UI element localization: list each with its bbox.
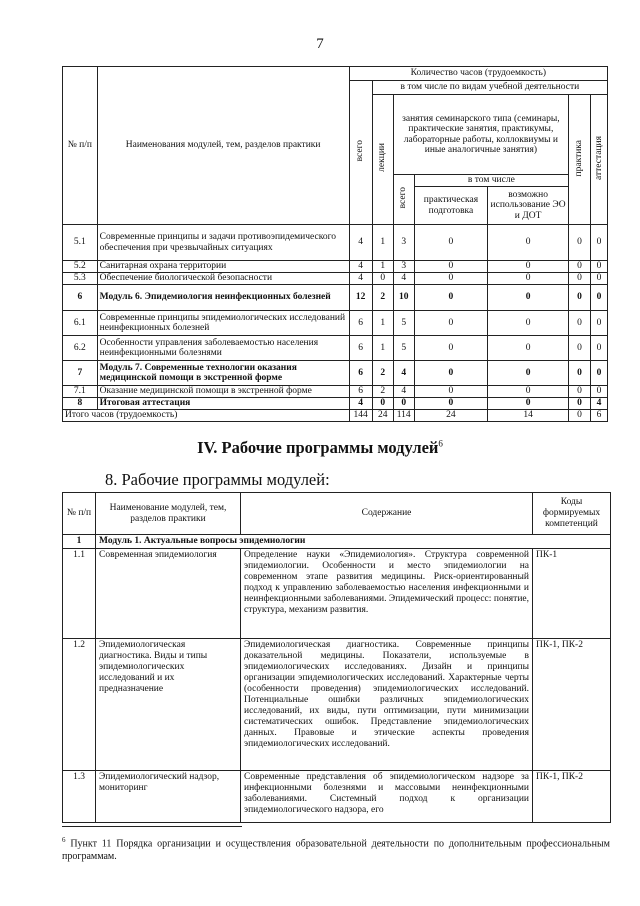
row-seminar: 10	[393, 285, 414, 311]
hours-table-row	[63, 273, 608, 285]
footnote	[62, 834, 610, 863]
row-practice: 0	[569, 361, 591, 386]
row-practical: 0	[414, 336, 487, 361]
t2-header-name: Наименование модулей, тем, разделов практики	[96, 493, 241, 535]
program-row	[63, 639, 611, 771]
total-total: 144	[349, 410, 372, 422]
total-attestation: 6	[591, 410, 608, 422]
row-seminar: 5	[393, 311, 414, 336]
row-eo: 0	[488, 336, 569, 361]
hours-table-row	[63, 361, 608, 386]
row-practical: 0	[414, 225, 487, 261]
row-practical: 0	[414, 398, 487, 410]
row-eo: 0	[488, 398, 569, 410]
row-total: 12	[349, 285, 372, 311]
row-name: Оказание медицинской помощи в экстренной форме	[97, 386, 349, 398]
program-name: Эпидемиологическая диагностика. Виды и типы эпидемиологических исследований и их предназначение	[96, 639, 241, 771]
row-name: Модуль 6. Эпидемиология неинфекционных болезней	[97, 285, 349, 311]
hours-table-row	[63, 386, 608, 398]
header-seminar: занятия семинарского типа (семинары, практические занятия, практикумы, лабораторные работы, коллоквиумы и иные аналогичные занятия)	[393, 95, 568, 175]
row-eo: 0	[488, 386, 569, 398]
header-eo: возможно использование ЭО и ДОТ	[488, 187, 569, 225]
row-practice: 0	[569, 311, 591, 336]
row-lectures: 0	[372, 398, 393, 410]
program-row	[63, 549, 611, 639]
total-seminar: 114	[393, 410, 414, 422]
row-practical: 0	[414, 261, 487, 273]
t2-header-codes: Коды формируемых компетенций	[533, 493, 611, 535]
program-codes: ПК-1, ПК-2	[533, 639, 611, 771]
header-lectures: лекции	[377, 143, 388, 173]
row-total: 6	[349, 386, 372, 398]
header-seminar-total: всего	[398, 187, 409, 209]
footnote-text: Пункт 11 Порядка организации и осуществления образовательной деятельности по дополнительным профессиональным программам.	[62, 838, 610, 863]
row-lectures: 0	[372, 273, 393, 285]
header-num: № п/п	[63, 67, 98, 225]
row-seminar: 4	[393, 386, 414, 398]
total-eo: 14	[488, 410, 569, 422]
hours-table-header	[63, 67, 608, 225]
row-practical: 0	[414, 311, 487, 336]
row-num: 6.2	[63, 336, 98, 361]
header-total: всего	[355, 140, 366, 162]
row-name: Обеспечение биологической безопасности	[97, 273, 349, 285]
row-total: 4	[349, 261, 372, 273]
row-lectures: 1	[372, 225, 393, 261]
hours-table-body	[63, 225, 608, 422]
row-num: 5.2	[63, 261, 98, 273]
row-eo: 0	[488, 261, 569, 273]
row-attestation: 0	[591, 225, 608, 261]
total-practical: 24	[414, 410, 487, 422]
row-eo: 0	[488, 285, 569, 311]
header-total-cell	[349, 81, 372, 225]
program-num: 1.2	[63, 639, 96, 771]
row-practice: 0	[569, 398, 591, 410]
row-practical: 0	[414, 273, 487, 285]
hours-table-row	[63, 261, 608, 273]
t2-header-content: Содержание	[241, 493, 533, 535]
row-eo: 0	[488, 311, 569, 336]
row-lectures: 2	[372, 386, 393, 398]
hours-total-row	[63, 410, 608, 422]
program-content: Эпидемиологическая диагностика. Современные принципы доказательной медицины. Показатели, используемые в эпидемиологических исследованиях. Дизайн и принципы организации эпидемиологических исследований. Характерные черты (особенности проведения) эпидемиологических исследований. Потенциальные ошибки различных эпидемиологических исследований, их виды, пути оптимизации, пути минимизации систематических ошибок. Представление эпидемиологических данных. Правовые и этические аспекты проведения эпидемиологических исследований.	[241, 639, 533, 771]
row-seminar: 4	[393, 361, 414, 386]
row-eo: 0	[488, 273, 569, 285]
row-lectures: 1	[372, 311, 393, 336]
header-practice: практика	[574, 139, 585, 176]
row-name: Санитарная охрана территории	[97, 261, 349, 273]
row-attestation: 0	[591, 361, 608, 386]
hours-table-row	[63, 285, 608, 311]
row-eo: 0	[488, 361, 569, 386]
header-by-type: в том числе по видам учебной деятельности	[372, 81, 607, 95]
row-practice: 0	[569, 225, 591, 261]
row-num: 7.1	[63, 386, 98, 398]
row-total: 6	[349, 311, 372, 336]
module-row-num: 1	[63, 535, 96, 549]
row-attestation: 0	[591, 285, 608, 311]
row-name: Особенности управления заболеваемостью населения неинфекционными болезнями	[97, 336, 349, 361]
row-num: 5.1	[63, 225, 98, 261]
hours-table-row	[63, 398, 608, 410]
total-practice: 0	[569, 410, 591, 422]
row-eo: 0	[488, 225, 569, 261]
t2-header-num: № п/п	[63, 493, 96, 535]
row-total: 4	[349, 273, 372, 285]
row-attestation: 0	[591, 261, 608, 273]
footnote-mark: 6	[62, 836, 66, 844]
row-practical: 0	[414, 386, 487, 398]
row-total: 4	[349, 225, 372, 261]
program-name: Современная эпидемиология	[96, 549, 241, 639]
header-practice-cell	[569, 95, 591, 225]
footnote-divider	[62, 826, 242, 827]
subsection-title: 8. Рабочие программы модулей:	[105, 470, 330, 489]
row-attestation: 0	[591, 386, 608, 398]
header-practical: практическая подготовка	[414, 187, 487, 225]
row-practice: 0	[569, 386, 591, 398]
row-attestation: 0	[591, 273, 608, 285]
row-attestation: 0	[591, 311, 608, 336]
program-content: Определение науки «Эпидемиология». Структура современной эпидемиологии. Особенности и место эпидемиологии на современном этапе развития медицины. Риск-ориентированный подход к управлению заболеваемостью населения инфекционными и неинфекционными заболеваниями. Эпидемический процесс: понятие, структура, механизм развития.	[241, 549, 533, 639]
programs-table-body	[63, 549, 611, 823]
row-name: Модуль 7. Современные технологии оказания медицинской помощи в экстренной форме	[97, 361, 349, 386]
hours-table-row	[63, 336, 608, 361]
section-footnote-ref: 6	[438, 438, 443, 449]
row-total: 6	[349, 361, 372, 386]
row-practice: 0	[569, 285, 591, 311]
row-lectures: 2	[372, 285, 393, 311]
row-name: Современные принципы и задачи противоэпидемического обеспечения при чрезвычайных ситуациях	[97, 225, 349, 261]
row-name: Современные принципы эпидемиологических исследований неинфекционных болезней	[97, 311, 349, 336]
total-lectures: 24	[372, 410, 393, 422]
row-name: Итоговая аттестация	[97, 398, 349, 410]
program-num: 1.3	[63, 771, 96, 823]
program-codes: ПК-1	[533, 549, 611, 639]
row-total: 4	[349, 398, 372, 410]
row-attestation: 0	[591, 336, 608, 361]
total-label: Итого часов (трудоемкость)	[63, 410, 350, 422]
module-row-name: Модуль 1. Актуальные вопросы эпидемиологии	[96, 535, 611, 549]
programs-table	[62, 492, 611, 823]
row-lectures: 1	[372, 336, 393, 361]
page-number: 7	[316, 36, 324, 52]
row-num: 6.1	[63, 311, 98, 336]
row-num: 7	[63, 361, 98, 386]
program-content: Современные представления об эпидемиологическом надзоре за инфекционными болезнями и массовыми неинфекционными заболеваниями. Системный подход к организации эпидемиологического надзора, его	[241, 771, 533, 823]
row-practice: 0	[569, 336, 591, 361]
row-attestation: 4	[591, 398, 608, 410]
header-attestation-cell	[591, 95, 608, 225]
header-hours: Количество часов (трудоемкость)	[349, 67, 607, 81]
row-lectures: 1	[372, 261, 393, 273]
hours-table-row	[63, 225, 608, 261]
program-row	[63, 771, 611, 823]
section-title: IV. Рабочие программы модулей$^6$	[197, 438, 443, 457]
row-total: 6	[349, 336, 372, 361]
header-name: Наименования модулей, тем, разделов практики	[97, 67, 349, 225]
row-seminar: 4	[393, 273, 414, 285]
row-practice: 0	[569, 273, 591, 285]
header-incl: в том числе	[414, 175, 568, 187]
row-practice: 0	[569, 261, 591, 273]
header-attestation: аттестация	[593, 135, 604, 180]
row-seminar: 3	[393, 261, 414, 273]
program-codes: ПК-1, ПК-2	[533, 771, 611, 823]
row-practical: 0	[414, 285, 487, 311]
row-seminar: 0	[393, 398, 414, 410]
program-name: Эпидемиологический надзор, мониторинг	[96, 771, 241, 823]
row-seminar: 3	[393, 225, 414, 261]
header-seminar-total-cell	[393, 175, 414, 225]
hours-table	[62, 66, 608, 422]
program-num: 1.1	[63, 549, 96, 639]
row-num: 5.3	[63, 273, 98, 285]
row-lectures: 2	[372, 361, 393, 386]
row-num: 6	[63, 285, 98, 311]
hours-table-row	[63, 311, 608, 336]
row-practical: 0	[414, 361, 487, 386]
row-num: 8	[63, 398, 98, 410]
row-seminar: 5	[393, 336, 414, 361]
header-lectures-cell	[372, 95, 393, 225]
